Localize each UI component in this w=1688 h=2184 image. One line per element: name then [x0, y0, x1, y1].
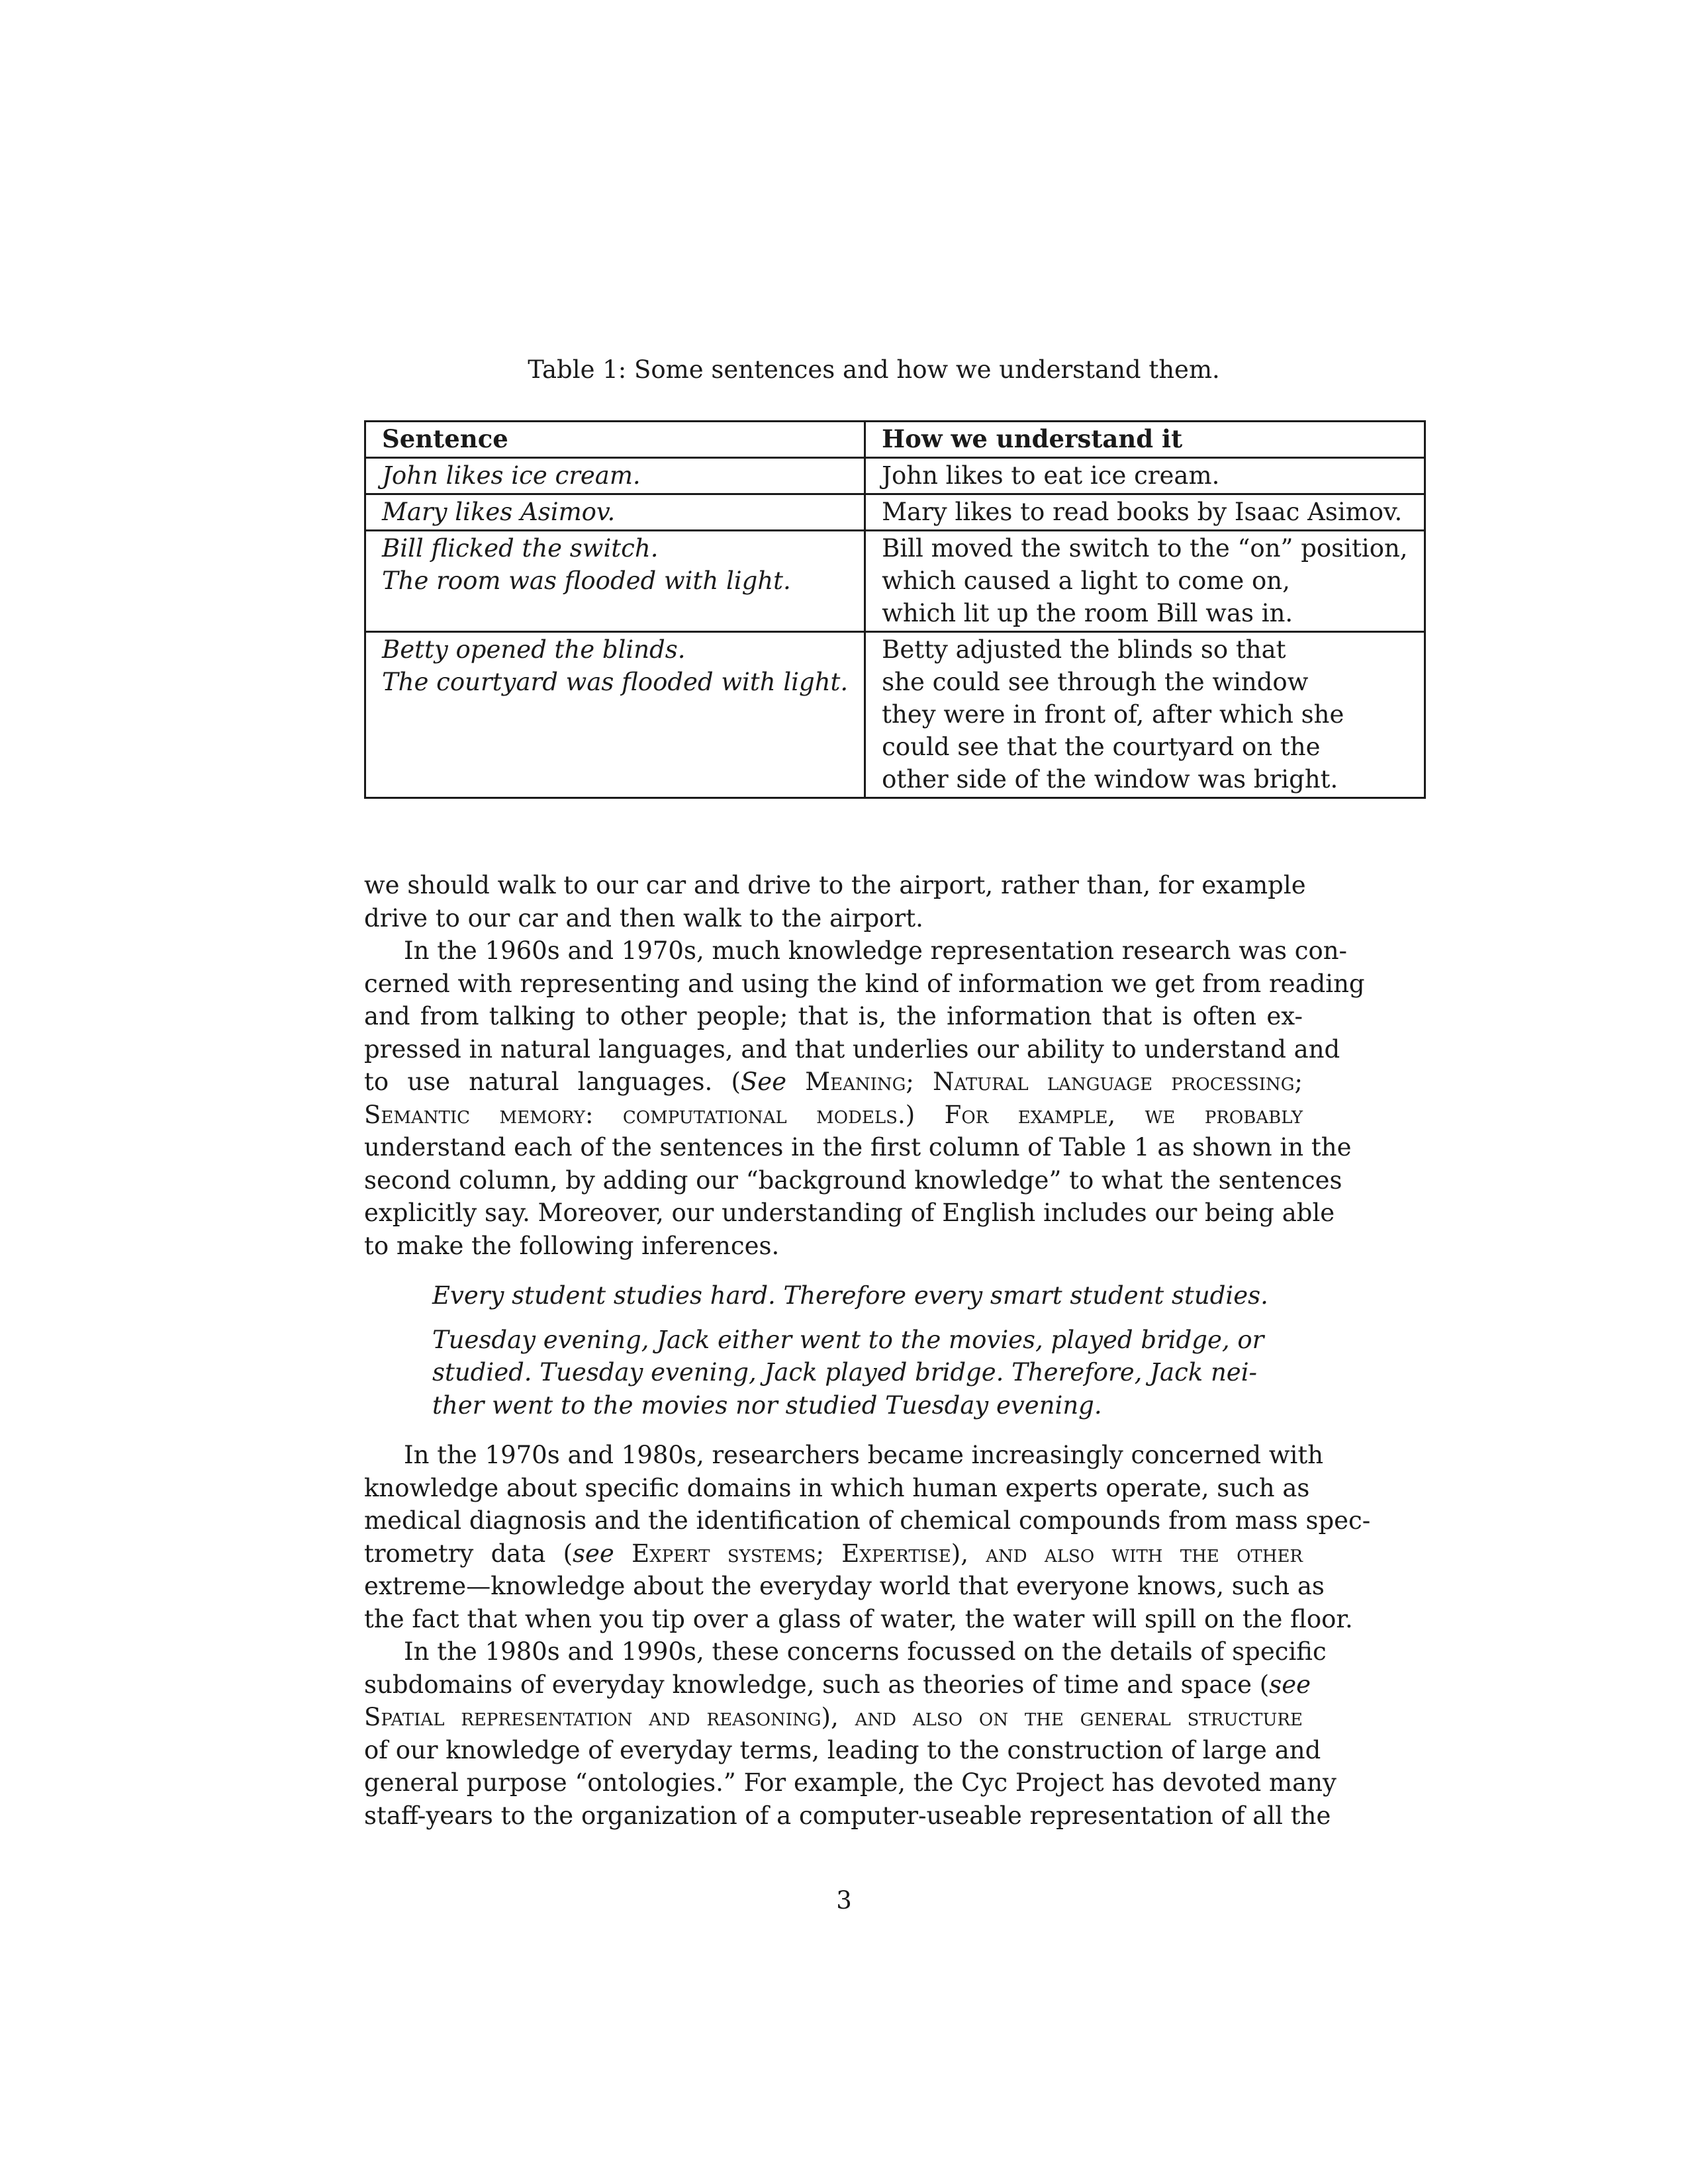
text-line: In the 1960s and 1970s, much knowledge representation research was con- [404, 936, 1348, 965]
inference-examples [364, 1279, 1303, 1422]
table-row [365, 494, 1425, 531]
understanding-cell [865, 632, 1425, 798]
table-row [365, 531, 1425, 632]
text-line [364, 1668, 1311, 1702]
see-reference: see [573, 1539, 614, 1568]
understanding-line: they were in front of, after which she [882, 700, 1344, 729]
sentence-cell [365, 632, 865, 798]
column-header-understanding: How we understand it [865, 422, 1425, 458]
text-line: to make the following inferences. [364, 1231, 780, 1260]
text-line: extreme—knowledge about the everyday world that everyone knows, such as [364, 1572, 1325, 1600]
text-line: we should walk to our car and drive to the airport, rather than, for example [364, 871, 1306, 899]
text-line: staff-years to the organization of a computer-useable representation of all the [364, 1801, 1331, 1830]
cross-reference-line: Spatial representation and reasoning), and also on the general structure [364, 1703, 1303, 1731]
text-line: Tuesday evening, Jack either went to the movies, played bridge, or [432, 1325, 1264, 1354]
paragraph-1980s [364, 1635, 1336, 1832]
paragraph-1960s [364, 934, 1365, 1262]
text-segment: subdomains of everyday knowledge, such as theories of time and space ( [364, 1670, 1270, 1699]
sentence-cell [365, 531, 865, 632]
text-line: knowledge about specific domains in which human experts operate, such as [364, 1473, 1310, 1502]
understanding-line: other side of the window was bright. [882, 765, 1338, 794]
table-row [365, 632, 1425, 798]
understanding-line: Mary likes to read books by Isaac Asimov. [882, 498, 1403, 526]
column-header-sentence: Sentence [365, 422, 865, 458]
text-line: explicitly say. Moreover, our understanding of English includes our being able [364, 1199, 1335, 1227]
understanding-line: Bill moved the switch to the “on” position, [882, 534, 1408, 563]
table-caption: Table 1: Some sentences and how we understand them. [528, 355, 1220, 384]
sentence-line: Betty opened the blinds. [382, 635, 686, 664]
page-number: 3 [836, 1886, 852, 1915]
sentence-table [364, 420, 1426, 799]
sentence-line: The room was flooded with light. [382, 567, 791, 595]
text-line: drive to our car and then walk to the airport. [364, 903, 923, 933]
text-line [364, 1537, 1303, 1570]
table-row [365, 458, 1425, 494]
table-header-row [365, 422, 1425, 458]
see-reference: see [1269, 1670, 1311, 1699]
text-line: of our knowledge of everyday terms, leading to the construction of large and [364, 1735, 1321, 1764]
text-line: In the 1970s and 1980s, researchers became increasingly concerned with [404, 1441, 1324, 1469]
inference-example [432, 1324, 1264, 1422]
paragraph-continuation [364, 869, 1306, 934]
text-line [364, 1066, 1303, 1099]
text-line: cerned with representing and using the kind of information we get from reading [364, 969, 1365, 998]
understanding-line: Betty adjusted the blinds so that [882, 635, 1286, 664]
sentence-line: Bill flicked the switch. [382, 534, 659, 563]
see-reference: See [740, 1068, 787, 1096]
sentence-line: The courtyard was flooded with light. [382, 668, 849, 696]
sentence-line: Mary likes Asimov. [382, 498, 616, 526]
text-line: Every student studies hard. Therefore every smart student studies. [432, 1281, 1268, 1310]
understanding-cell [865, 458, 1425, 494]
understanding-line: could see that the courtyard on the [882, 733, 1321, 761]
body-text [364, 869, 1371, 1832]
text-line: understand each of the sentences in the first column of Table 1 as shown in the [364, 1133, 1352, 1161]
text-line: second column, by adding our “background knowledge” to what the sentences [364, 1165, 1342, 1195]
text-line: medical diagnosis and the identification of chemical compounds from mass spec- [364, 1506, 1371, 1535]
understanding-cell [865, 531, 1425, 632]
text-line: pressed in natural languages, and that underlies our ability to understand and [364, 1034, 1340, 1064]
understanding-line: which lit up the room Bill was in. [882, 599, 1293, 627]
text-line: general purpose “ontologies.” For example, the Cyc Project has devoted many [364, 1768, 1336, 1797]
understanding-line: she could see through the window [882, 668, 1309, 696]
cross-reference: Expert systems; Expertise), and also with the other [614, 1539, 1303, 1568]
cross-reference: Meaning; Natural language processing; [786, 1068, 1303, 1096]
text-line: and from talking to other people; that is, the information that is often ex- [364, 1002, 1303, 1030]
understanding-line: John likes to eat ice cream. [882, 461, 1220, 490]
cross-reference-line: Semantic memory: computational models.) For example, we probably [364, 1100, 1303, 1129]
text-segment: to use natural languages. ( [364, 1068, 741, 1096]
understanding-cell [865, 494, 1425, 531]
text-line: the fact that when you tip over a glass of water, the water will spill on the floor. [364, 1604, 1353, 1633]
sentence-cell [365, 458, 865, 494]
text-line: studied. Tuesday evening, Jack played bridge. Therefore, Jack nei- [432, 1358, 1258, 1387]
sentence-cell [365, 494, 865, 531]
text-segment: trometry data ( [364, 1539, 573, 1568]
understanding-line: which caused a light to come on, [882, 567, 1290, 595]
sentence-line: John likes ice cream. [382, 461, 641, 490]
text-line: In the 1980s and 1990s, these concerns focussed on the details of specific [404, 1637, 1327, 1666]
inference-example [432, 1279, 1268, 1312]
paragraph-1970s [364, 1439, 1371, 1635]
text-line: ther went to the movies nor studied Tuesday evening. [432, 1390, 1102, 1420]
